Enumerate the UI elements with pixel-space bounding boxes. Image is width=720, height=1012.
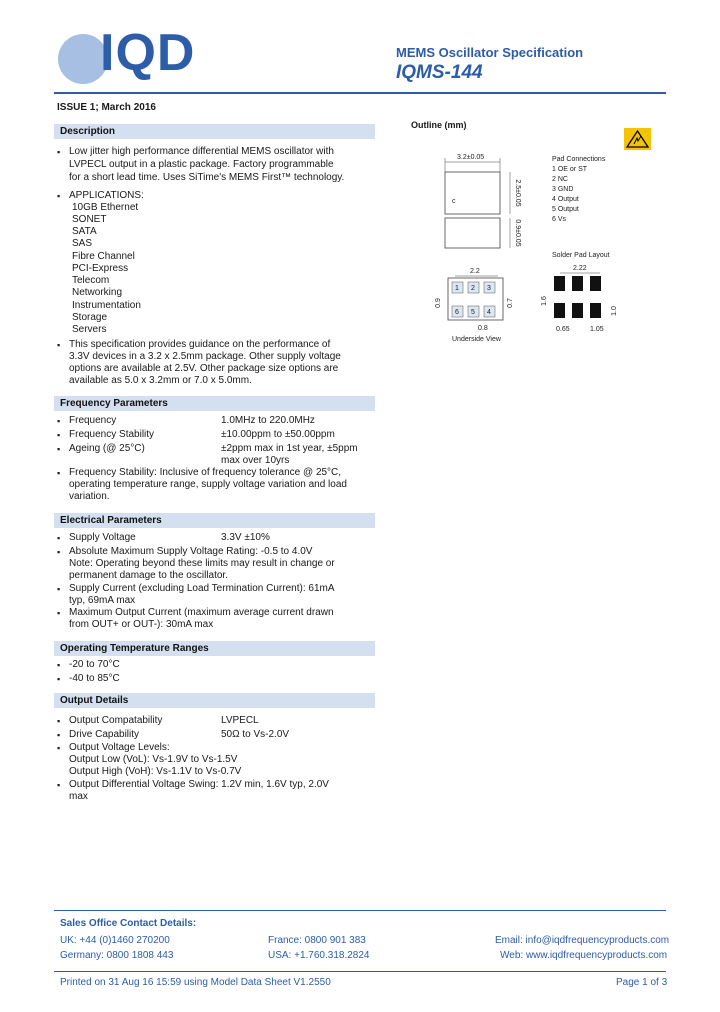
bullet: ▪ [57, 468, 61, 478]
param-value: ±2ppm max in 1st year, ±5ppm [221, 443, 358, 454]
frequency-note: Frequency Stability: Inclusive of frequency tolerance @ 25°C, [69, 467, 342, 478]
application-item: SAS [72, 238, 93, 249]
section-electrical-heading: Electrical Parameters [54, 513, 375, 528]
application-item: Telecom [72, 275, 110, 286]
description-line: available as 5.0 x 3.2mm or 7.0 x 5.0mm. [69, 375, 252, 386]
param-label: Ageing (@ 25°C) [69, 443, 145, 454]
package-outline-drawing [430, 145, 670, 360]
electrical-line: Maximum Output Current (maximum average current drawn [69, 607, 334, 618]
electrical-line: Absolute Maximum Supply Voltage Rating: -0.5 to 4.0V [69, 546, 313, 557]
underside-view-label: Underside View [452, 336, 501, 343]
bullet: ▪ [57, 730, 61, 740]
bullet: ▪ [57, 608, 61, 618]
dim-0-9: 0.9 [435, 298, 442, 308]
pad-number: 3 [487, 285, 491, 292]
output-level: Output Voltage Levels: [69, 742, 170, 753]
param-value: LVPECL [221, 715, 259, 726]
pad-connection: 3 GND [552, 186, 574, 193]
pad-connection: 4 Output [552, 196, 579, 203]
param-value: ±10.00ppm to ±50.00ppm [221, 429, 335, 440]
application-item: SATA [72, 226, 97, 237]
contact-usa: USA: +1.760.318.2824 [268, 950, 370, 961]
pad-connection: 5 Output [552, 206, 579, 213]
electrical-line: Supply Current (excluding Load Termination Current): 61mA [69, 583, 335, 594]
pad-connection: 2 NC [552, 176, 568, 183]
contact-uk: UK: +44 (0)1460 270200 [60, 935, 170, 946]
dim-thickness: 0.9±0.05 [514, 219, 521, 247]
electrical-line: from OUT+ or OUT-): 30mA max [69, 619, 214, 630]
printed-info: Printed on 31 Aug 16 15:59 using Model Data Sheet V1.2550 [60, 977, 331, 988]
bullet: ▪ [57, 444, 61, 454]
param-label: Frequency [69, 415, 117, 426]
output-swing: max [69, 791, 88, 802]
dim-width: 3.2±0.05 [457, 154, 485, 161]
description-line: This specification provides guidance on the performance of [69, 339, 331, 350]
output-level: Output High (VoH): Vs-1.1V to Vs-0.7V [69, 766, 242, 777]
section-description-heading: Description [54, 124, 375, 139]
bullet: ▪ [57, 147, 61, 157]
dim-height: 2.5±0.05 [514, 179, 521, 207]
application-item: Instrumentation [72, 300, 141, 311]
pad-connections-title: Pad Connections [552, 156, 606, 163]
contact-france: France: 0800 901 383 [268, 935, 366, 946]
page-number: Page 1 of 3 [616, 977, 668, 988]
pin1-mark: c [452, 198, 456, 205]
contact-title: Sales Office Contact Details: [60, 918, 197, 929]
param-value: 3.3V ±10% [221, 532, 270, 543]
application-item: Networking [72, 287, 123, 298]
dim-0-8: 0.8 [478, 325, 488, 332]
param-label: Drive Capability [69, 729, 140, 740]
section-output-heading: Output Details [54, 693, 375, 708]
param-value: max over 10yrs [221, 455, 290, 466]
dim-1-0: 1.0 [611, 306, 618, 316]
bullet: ▪ [57, 780, 61, 790]
bullet: ▪ [57, 191, 61, 201]
pad-number: 1 [455, 285, 459, 292]
bullet: ▪ [57, 660, 61, 670]
solder-pad [554, 303, 565, 318]
package-side-view [445, 218, 500, 248]
outline-title: Outline (mm) [411, 120, 467, 130]
param-label: Frequency Stability [69, 429, 155, 440]
solder-pad-title: Solder Pad Layout [552, 252, 610, 259]
dim-0-65: 0.65 [556, 326, 570, 333]
contact-germany: Germany: 0800 1808 443 [60, 950, 174, 961]
temperature-range: -40 to 85°C [69, 673, 120, 684]
description-line: options are available at 2.5V. Other package size options are [69, 363, 339, 374]
output-swing: Output Differential Voltage Swing: 1.2V min, 1.6V typ, 2.0V [69, 779, 329, 790]
pad-number: 5 [471, 309, 475, 316]
logo: IQD [100, 24, 196, 82]
electrical-line: Note: Operating beyond these limits may result in change or [69, 558, 335, 569]
pad-number: 4 [487, 309, 491, 316]
dim-0-7: 0.7 [507, 298, 514, 308]
output-level: Output Low (VoL): Vs-1.9V to Vs-1.5V [69, 754, 238, 765]
section-temperature-heading: Operating Temperature Ranges [54, 641, 375, 656]
dim-2-22: 2.22 [573, 265, 587, 272]
footer-divider [54, 910, 666, 911]
application-item: PCI-Express [72, 263, 129, 274]
part-number-title: IQMS-144 [396, 62, 483, 83]
param-value: 1.0MHz to 220.0MHz [221, 415, 315, 426]
bullet: ▪ [57, 584, 61, 594]
pad-number: 2 [471, 285, 475, 292]
frequency-note: variation. [69, 491, 110, 502]
application-item: 10GB Ethernet [72, 202, 139, 213]
description-line: 3.3V devices in a 3.2 x 2.5mm package. Other supply voltage [69, 351, 341, 362]
solder-pad [590, 276, 601, 291]
temperature-range: -20 to 70°C [69, 659, 120, 670]
electrical-line: permanent damage to the oscillator. [69, 570, 228, 581]
electrical-line: typ, 69mA max [69, 595, 136, 606]
param-value: 50Ω to Vs-2.0V [221, 729, 290, 740]
solder-pad [572, 303, 583, 318]
param-label: Supply Voltage [69, 532, 136, 543]
contact-email-link[interactable]: Email: info@iqdfrequencyproducts.com [495, 935, 670, 946]
pad-number: 6 [455, 309, 459, 316]
solder-pad [572, 276, 583, 291]
dim-1-6: 1.6 [541, 296, 548, 306]
param-label: Output Compatability [69, 715, 163, 726]
description-line: Low jitter high performance differential MEMS oscillator with [69, 146, 334, 157]
application-item: Servers [72, 324, 107, 335]
application-item: Storage [72, 312, 108, 323]
bullet: ▪ [57, 743, 61, 753]
issue-date: ISSUE 1; March 2016 [57, 102, 156, 113]
bullet: ▪ [57, 674, 61, 684]
section-frequency-heading: Frequency Parameters [54, 396, 375, 411]
frequency-note: operating temperature range, supply voltage variation and load [69, 479, 347, 490]
footer-divider [54, 971, 666, 972]
header-divider [54, 92, 666, 94]
pad-connection: 1 OE or ST [552, 166, 588, 173]
solder-pad [590, 303, 601, 318]
application-item: Fibre Channel [72, 251, 135, 262]
pad-connection: 6 Vs [552, 216, 567, 223]
bullet: ▪ [57, 716, 61, 726]
bullet: ▪ [57, 416, 61, 426]
dim-1-05: 1.05 [590, 326, 604, 333]
document-type: MEMS Oscillator Specification [396, 45, 584, 60]
description-line: for a short lead time. Uses SiTime's MEMS First™ technology. [69, 172, 345, 183]
bullet: ▪ [57, 340, 61, 350]
applications-label: APPLICATIONS: [69, 190, 144, 201]
dim-2-2: 2.2 [470, 268, 480, 275]
bullet: ▪ [57, 533, 61, 543]
bullet: ▪ [57, 430, 61, 440]
description-line: LVPECL output in a plastic package. Factory programmable [69, 159, 334, 170]
solder-pad [554, 276, 565, 291]
bullet: ▪ [57, 547, 61, 557]
application-item: SONET [72, 214, 107, 225]
package-top-view [445, 172, 500, 214]
contact-web-link[interactable]: Web: www.iqdfrequencyproducts.com [500, 950, 668, 961]
